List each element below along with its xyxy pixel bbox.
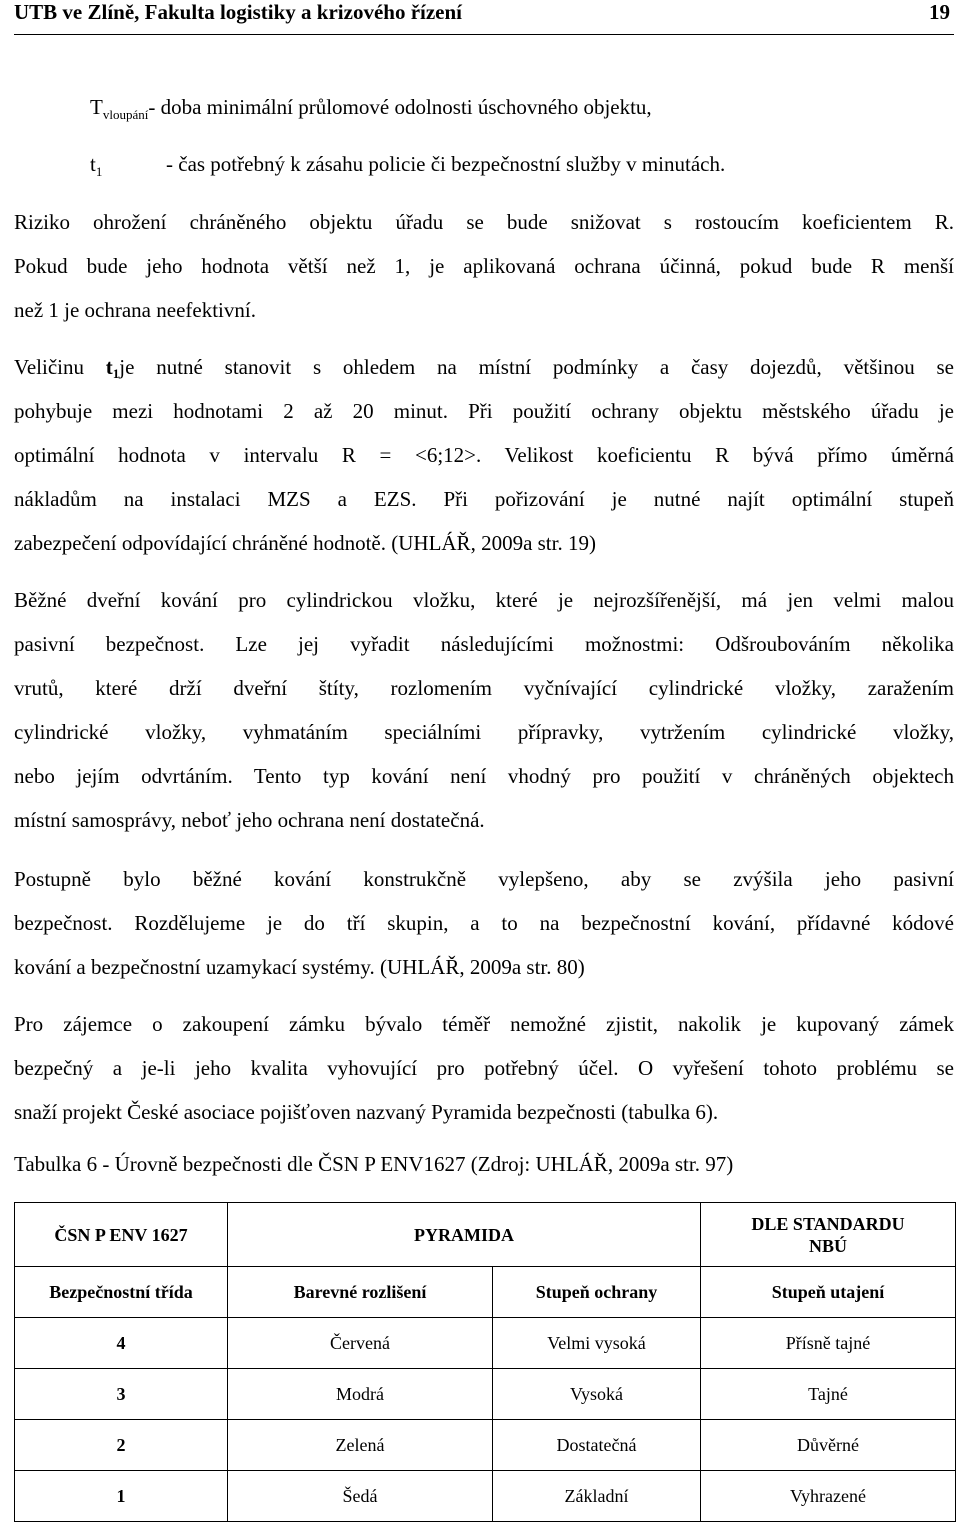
table-row	[15, 1420, 956, 1471]
text-line: kování a bezpečnostní uzamykací systémy. (UHLÁŘ, 2009a str. 80)	[14, 955, 585, 979]
text-line: Běžné dveřní kování pro cylindrickou vložku, které je nejrozšířenější, má jen velmi malou	[14, 588, 954, 612]
text-line	[14, 345, 954, 389]
text-line: nákladům na instalaci MZS a EZS. Při pořizování je nutné najít optimální stupeň	[14, 487, 954, 511]
table-cell: Šedá	[228, 1471, 493, 1522]
table-cell: Vysoká	[493, 1369, 701, 1420]
table-cell: Tajné	[701, 1369, 956, 1420]
column-header: Bezpečnostní třída	[15, 1267, 228, 1318]
symbol-t1: $t_1$	[105, 355, 120, 381]
table-cell: Velmi vysoká	[493, 1318, 701, 1369]
text-line: Pro zájemce o zakoupení zámku bývalo téměř nemožné zjistit, nakolik je kupovaný zámek	[14, 1012, 954, 1036]
table-cell: Důvěrné	[701, 1420, 956, 1471]
text-line: Postupně bylo běžné kování konstrukčně vylepšeno, aby se zvýšila jeho pasivní	[14, 867, 954, 891]
paragraph-kovani	[14, 578, 954, 842]
table-cell: Zelená	[228, 1420, 493, 1471]
column-header: Stupeň ochrany	[493, 1267, 701, 1318]
table-cell: 1	[15, 1471, 228, 1522]
definition-subscript: 1	[95, 164, 103, 179]
header-title: UTB ve Zlíně, Fakulta logistiky a krizového řízení	[14, 0, 463, 24]
page-number: 19	[929, 0, 950, 24]
text-line: optimální hodnota v intervalu R = <6;12>. Velikost koeficientu R bývá přímo úměrná	[14, 443, 954, 467]
definition-text: - doba minimální průlomové odolnosti úschovného objektu,	[148, 95, 652, 119]
definition-text: - čas potřebný k zásahu policie či bezpečnostní služby v minutách.	[166, 152, 726, 176]
table-cell: Přísně tajné	[701, 1318, 956, 1369]
text-rest: je nutné stanovit s ohledem na místní podmínky a časy dojezdů, většinou se	[119, 355, 955, 379]
text-line: snaží projekt České asociace pojišťoven nazvaný Pyramida bezpečnosti (tabulka 6).	[14, 1100, 719, 1124]
page-header	[14, 0, 954, 35]
text-line: bezpečnost. Rozdělujeme je do tří skupin, a to na bezpečnostní kování, přídavné kódové	[14, 911, 954, 935]
definition-t-vloupani	[90, 95, 652, 127]
paragraph-pyramida	[14, 1002, 954, 1134]
text-line: než 1 je ochrana neefektivní.	[14, 298, 256, 322]
table-row	[15, 1318, 956, 1369]
definition-symbol: t	[90, 152, 96, 176]
definition-symbol: T	[90, 95, 103, 119]
text-lead: Veličinu	[14, 355, 106, 379]
text-line: bezpečný a je-li jeho kvalita vyhovující pro potřebný účel. O vyřešení tohoto problému se	[14, 1056, 954, 1080]
table-cell: 4	[15, 1318, 228, 1369]
table-group-header-row	[15, 1203, 956, 1267]
text-line: cylindrické vložky, vyhmatáním speciálními přípravky, vytržením cylindrické vložky,	[14, 720, 954, 744]
paragraph-t1	[14, 345, 954, 565]
table-cell: Modrá	[228, 1369, 493, 1420]
definition-subscript: vloupání	[102, 107, 149, 122]
text-line: Riziko ohrožení chráněného objektu úřadu se bude snižovat s rostoucím koeficientem R.	[14, 210, 954, 234]
table-cell: 3	[15, 1369, 228, 1420]
table-row	[15, 1471, 956, 1522]
table-cell: 2	[15, 1420, 228, 1471]
group-header-csn: ČSN P ENV 1627	[15, 1203, 228, 1267]
table-cell: Červená	[228, 1318, 493, 1369]
group-header-nbu: DLE STANDARDU NBÚ	[701, 1203, 956, 1267]
text-line: nebo jejím odvrtáním. Tento typ kování není vhodný pro použití v chráněných objektech	[14, 764, 954, 788]
table-cell: Dostatečná	[493, 1420, 701, 1471]
text-line: pasivní bezpečnost. Lze jej vyřadit následujícími možnostmi: Odšroubováním několika	[14, 632, 954, 656]
table-row	[15, 1369, 956, 1420]
paragraph-postupne	[14, 857, 954, 989]
security-levels-table	[14, 1202, 956, 1522]
paragraph-risk	[14, 200, 954, 332]
text-line: místní samosprávy, neboť jeho ochrana není dostatečná.	[14, 808, 485, 832]
column-header: Barevné rozlišení	[228, 1267, 493, 1318]
text-line: vrutů, které drží dveřní štíty, rozlomením vyčnívající cylindrické vložky, zaražením	[14, 676, 954, 700]
table-cell: Základní	[493, 1471, 701, 1522]
table-column-header-row	[15, 1267, 956, 1318]
text-line: zabezpečení odpovídající chráněné hodnotě. (UHLÁŘ, 2009a str. 19)	[14, 531, 596, 555]
group-header-pyramida: PYRAMIDA	[228, 1203, 701, 1267]
text-line: Pokud bude jeho hodnota větší než 1, je aplikovaná ochrana účinná, pokud bude R menší	[14, 254, 954, 278]
text-line: pohybuje mezi hodnotami 2 až 20 minut. Při použití ochrany objektu městského úřadu je	[14, 399, 954, 423]
table-caption: Tabulka 6 - Úrovně bezpečnosti dle ČSN P ENV1627 (Zdroj: UHLÁŘ, 2009a str. 97)	[14, 1152, 734, 1176]
column-header: Stupeň utajení	[701, 1267, 956, 1318]
table-cell: Vyhrazené	[701, 1471, 956, 1522]
